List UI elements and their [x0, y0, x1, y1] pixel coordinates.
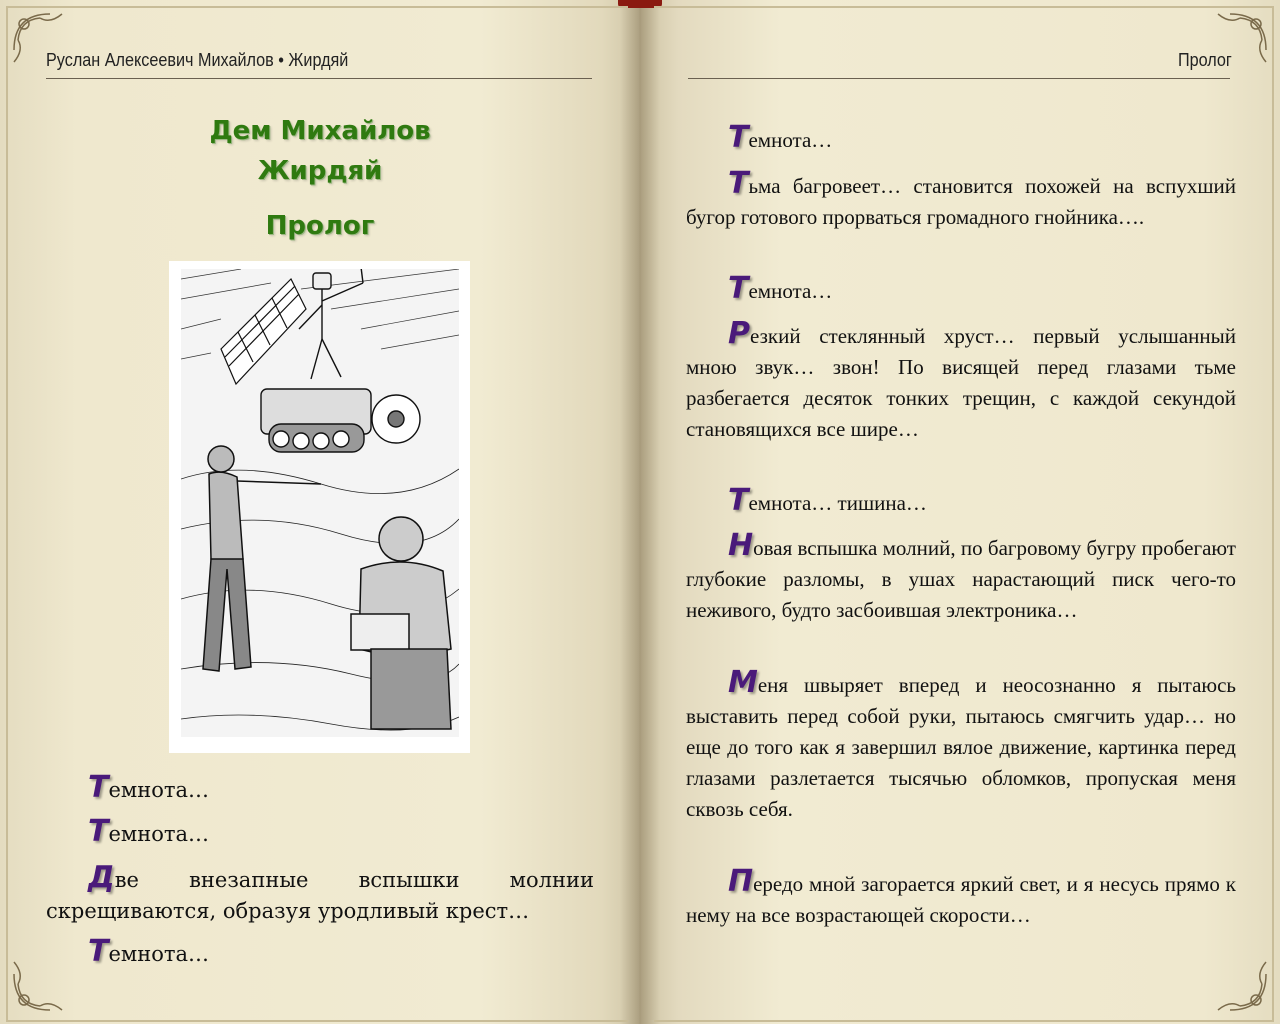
paragraph-text: емнота…	[108, 822, 210, 846]
title-book: Жирдяй	[257, 156, 383, 186]
paragraph-text: ве внезапные вспышки молнии скрещиваются, образуя уродливый крест…	[46, 868, 594, 923]
ornament-corner-icon	[10, 958, 66, 1014]
paragraph	[686, 168, 1236, 233]
paragraph	[686, 273, 1236, 307]
ornament-corner-icon	[1214, 958, 1270, 1014]
drop-cap: Т	[728, 271, 749, 306]
bookmark-ribbon[interactable]	[618, 0, 662, 8]
drop-cap: Т	[88, 770, 109, 805]
drop-cap: П	[728, 864, 754, 899]
paragraph	[686, 530, 1236, 626]
paragraph-text: емнота…	[748, 279, 833, 303]
running-head-right: Пролог	[1178, 50, 1232, 70]
paragraph-text: овая вспышка молний, по багровому бугру пробегают глубокие разломы, в ушах нарастающий писк чего-то неживого, будто засбоившая электроника…	[686, 536, 1236, 622]
title-chapter: Пролог	[265, 211, 375, 241]
paragraph	[46, 936, 594, 970]
ornament-corner-icon	[1214, 10, 1270, 66]
paragraph-text: емнота…	[108, 942, 210, 966]
paragraph-text: езкий стеклянный хруст… первый услышанный мною звук… звон! По висящей перед глазами тьме разбегается десяток тонких трещин, с каждой секундой становящихся все шире…	[686, 324, 1236, 441]
chapter-illustration	[169, 261, 470, 753]
drop-cap: Т	[88, 814, 109, 849]
paragraph	[46, 862, 594, 927]
drop-cap: Т	[88, 934, 109, 969]
paragraph-text: ьма багровеет… становится похожей на вспухший бугор готового прорваться громадного гнойника….	[686, 174, 1236, 229]
drop-cap: Н	[728, 528, 754, 563]
book-spine	[620, 0, 660, 1024]
drop-cap: Т	[728, 120, 749, 155]
paragraph-text: еня швыряет вперед и неосознанно я пытаюсь выставить перед собой руки, пытаюсь смягчить удар… но еще до того как я завершил вялое движение, картинка перед глазами разлетается тысячью обломков, пропуская меня сквозь себя.	[686, 673, 1236, 821]
paragraph-text: емнота…	[108, 778, 210, 802]
paragraph	[686, 866, 1236, 931]
paragraph	[46, 772, 594, 806]
paragraph-text: ередо мной загорается яркий свет, и я несусь прямо к нему на все возрастающей скорости…	[686, 872, 1236, 927]
drop-cap: Т	[728, 166, 749, 201]
paragraph	[686, 485, 1236, 519]
drop-cap: Т	[728, 483, 749, 518]
header-rule-left	[46, 78, 592, 79]
running-head-left: Руслан Алексеевич Михайлов • Жирдяй	[46, 50, 349, 70]
paragraph	[686, 122, 1236, 156]
drop-cap: Р	[728, 316, 750, 351]
drop-cap: М	[728, 665, 758, 700]
illustration-drawing	[181, 269, 459, 737]
title-author: Дем Михайлов	[209, 116, 431, 146]
paragraph	[46, 816, 594, 850]
paragraph	[686, 318, 1236, 445]
paragraph-text: емнота…	[748, 128, 833, 152]
paragraph-text: емнота… тишина…	[748, 491, 927, 515]
header-rule-right	[688, 78, 1230, 79]
ornament-corner-icon	[10, 10, 66, 66]
paragraph	[686, 667, 1236, 825]
drop-cap: Д	[88, 860, 115, 895]
